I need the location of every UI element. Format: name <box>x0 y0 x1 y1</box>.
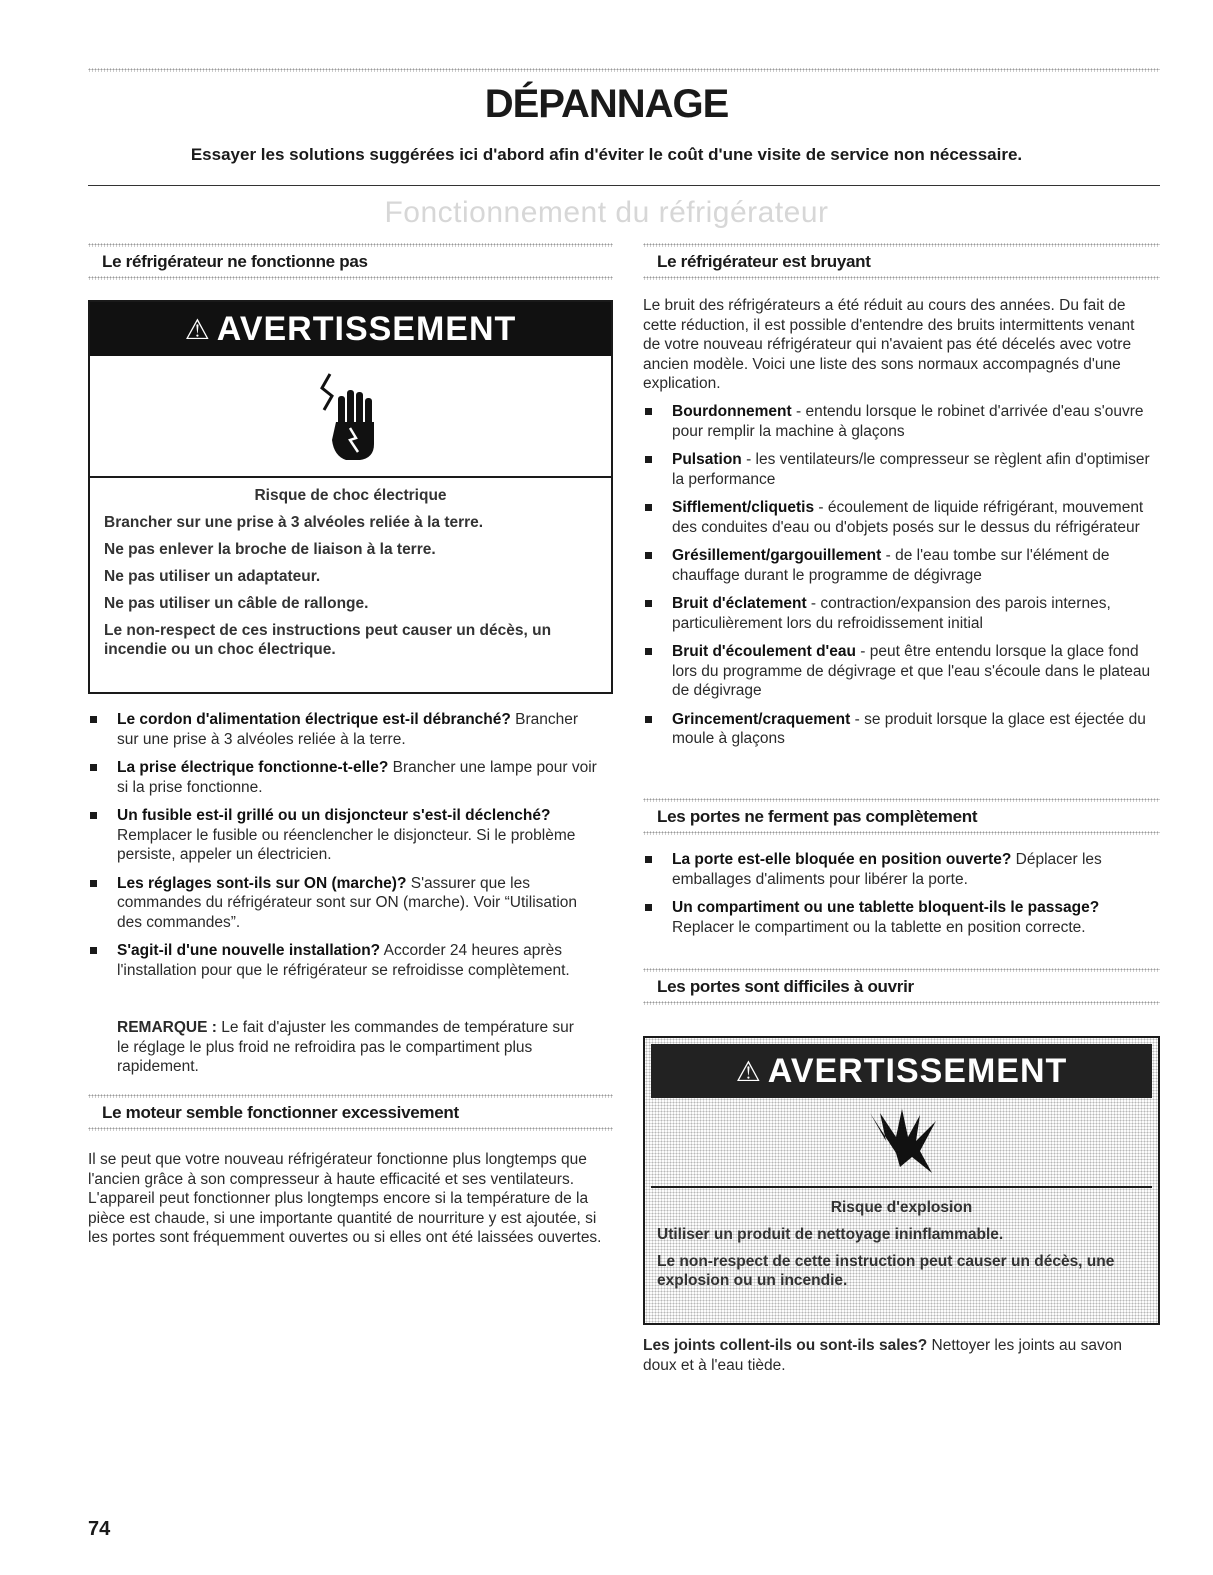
dotted-rule <box>88 243 613 247</box>
warning-header <box>90 302 611 356</box>
heading-not-working-block <box>88 243 613 280</box>
dotted-rule <box>88 276 613 280</box>
list-item: Bourdonnement - entendu lorsque le robinet d'arrivée d'eau s'ouvre pour remplir la machine à glaçons <box>643 402 1155 441</box>
page-subtitle: Essayer les solutions suggérées ici d'abord afin d'éviter le coût d'une visite de service non nécessaire. <box>190 145 1023 164</box>
list-item: Les réglages sont-ils sur ON (marche)? S'assurer que les commandes du réfrigérateur sont sur ON (marche). Voir “Utilisation des commandes”. <box>88 874 603 933</box>
heading-doors-block <box>643 798 1160 835</box>
list-item: Sifflement/cliquetis - écoulement de liquide réfrigérant, mouvement des conduites d'eau ou d'objets posés sur le dessus du réfrigérateur <box>643 498 1155 537</box>
heading-doors-hard-block <box>643 968 1160 1005</box>
dotted-rule <box>643 968 1160 972</box>
dotted-rule <box>88 1094 613 1098</box>
warning-header <box>651 1044 1152 1098</box>
list-item: La porte est-elle bloquée en position ouverte? Déplacer les emballages d'aliments pour libérer la porte. <box>643 850 1155 889</box>
motor-paragraph: Il se peut que votre nouveau réfrigérateur fonctionne plus longtemps que l'ancien grâce à son compresseur à haute efficacité et ses ventilateurs. L'appareil peut fonctionner plus longtemps encore si la température de la pièce est chaude, si une importante quantité de nourriture y est ajoutée, si les portes sont fréquemment ouvertes ou si elles ont été laissées ouvertes. <box>88 1151 602 1246</box>
electric-shock-hand-icon <box>90 356 611 478</box>
section-title: Fonctionnement du réfrigérateur <box>384 196 829 229</box>
gaskets-question-bold: Les joints collent-ils ou sont-ils sales? <box>643 1337 928 1354</box>
remark-text: Le fait d'ajuster les commandes de température sur le réglage le plus froid ne refroidira pas le compartiment plus rapidement. <box>117 1019 574 1075</box>
warning-triangle-icon: ⚠ <box>184 313 211 345</box>
page-title: DÉPANNAGE <box>484 82 729 126</box>
warning-text <box>645 1188 1158 1308</box>
list-item: Un compartiment ou une tablette bloquent-ils le passage? Replacer le compartiment ou la tablette en position correcte. <box>643 898 1155 937</box>
heading-noisy: Le réfrigérateur est bruyant <box>657 252 871 271</box>
remark-label: REMARQUE : <box>117 1019 217 1036</box>
warning-header-text: AVERTISSEMENT <box>767 1051 1068 1090</box>
list-item: Grésillement/gargouillement - de l'eau tombe sur l'élément de chauffage durant le programme de dégivrage <box>643 546 1155 585</box>
heading-not-working: Le réfrigérateur ne fonctionne pas <box>102 252 368 271</box>
page-number: 74 <box>88 1518 111 1540</box>
dotted-rule <box>643 276 1160 280</box>
dotted-rule <box>643 1001 1160 1005</box>
warning-line: Ne pas enlever la broche de liaison à la terre. <box>104 541 436 558</box>
dotted-rule <box>643 831 1160 835</box>
list-item: Le cordon d'alimentation électrique est-il débranché? Brancher sur une prise à 3 alvéoles reliée à la terre. <box>88 710 603 749</box>
heading-motor: Le moteur semble fonctionner excessivement <box>102 1103 459 1122</box>
not-working-checklist <box>88 710 603 989</box>
warning-line: Ne pas utiliser un adaptateur. <box>104 568 321 585</box>
dotted-rule <box>643 243 1160 247</box>
list-item: Bruit d'éclatement - contraction/expansion des parois internes, particulièrement lors du refroidissement initial <box>643 594 1155 633</box>
dotted-rule <box>643 798 1160 802</box>
explosion-warning <box>643 1036 1160 1325</box>
list-item: S'agit-il d'une nouvelle installation? Accorder 24 heures après l'installation pour que le réfrigérateur se refroidisse complètement. <box>88 941 603 980</box>
heading-noisy-block <box>643 243 1160 280</box>
heading-doors-not-closing: Les portes ne ferment pas complètement <box>657 807 978 826</box>
warning-line: Utiliser un produit de nettoyage ininflammable. <box>657 1226 1004 1243</box>
heading-motor-block <box>88 1094 613 1131</box>
warning-line: Le non-respect de cette instruction peut causer un décès, une explosion ou un incendie. <box>657 1253 1115 1289</box>
gaskets-question <box>643 1336 1155 1375</box>
dotted-rule <box>88 1127 613 1131</box>
remark-note <box>117 1018 587 1077</box>
warning-line: Ne pas utiliser un câble de rallonge. <box>104 595 369 612</box>
warning-header-text: AVERTISSEMENT <box>216 309 517 348</box>
header-rule <box>88 185 1160 186</box>
heading-doors-hard-to-open: Les portes sont difficiles à ouvrir <box>657 977 914 996</box>
warning-text <box>90 478 611 675</box>
warning-line: Brancher sur une prise à 3 alvéoles reliée à la terre. <box>104 514 484 531</box>
warning-risk-title: Risque de choc électrique <box>254 487 447 504</box>
warning-risk-title: Risque d'explosion <box>830 1199 973 1216</box>
explosion-icon <box>651 1098 1152 1188</box>
gaskets-answer: Nettoyer les joints au savon doux et à l'eau tiède. <box>643 1337 1122 1374</box>
list-item: Grincement/craquement - se produit lorsque la glace est éjectée du moule à glaçons <box>643 710 1155 749</box>
electric-shock-warning <box>88 300 613 694</box>
list-item: Pulsation - les ventilateurs/le compresseur se règlent afin d'optimiser la performance <box>643 450 1155 489</box>
list-item: Un fusible est-il grillé ou un disjoncteur s'est-il déclenché? Remplacer le fusible ou réenclencher le disjoncteur. Si le problème persiste, appeler un électricien. <box>88 806 603 865</box>
top-dotted-rule <box>88 68 1160 72</box>
doors-checklist <box>643 850 1155 946</box>
warning-line: Le non-respect de ces instructions peut causer un décès, un incendie ou un choc électrique. <box>104 622 552 658</box>
noise-intro: Le bruit des réfrigérateurs a été réduit au cours des années. Du fait de cette réduction, il est possible d'entendre des bruits intermittents venant de votre nouveau réfrigérateur qui n'avaient pas été décelés avec votre ancien modèle. Voici une liste des sons normaux accompagnés d'une explication. <box>643 297 1135 392</box>
sounds-list <box>643 402 1155 758</box>
warning-triangle-icon: ⚠ <box>735 1055 762 1087</box>
list-item: La prise électrique fonctionne-t-elle? Brancher une lampe pour voir si la prise fonctionne. <box>88 758 603 797</box>
list-item: Bruit d'écoulement d'eau - peut être entendu lorsque la glace fond lors du programme de dégivrage et que l'eau s'écoule dans le plateau de dégivrage <box>643 642 1155 701</box>
